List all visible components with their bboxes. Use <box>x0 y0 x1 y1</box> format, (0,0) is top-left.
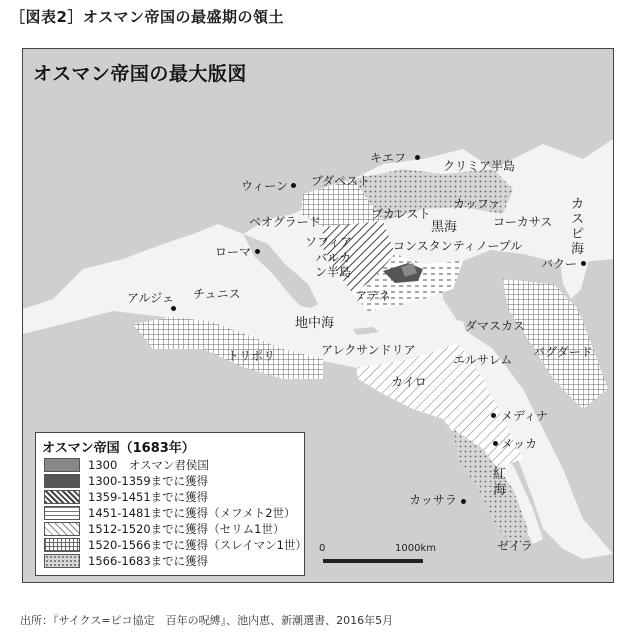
legend-swatch <box>44 522 80 536</box>
label-caspian-sea: カスピ海 <box>571 197 585 257</box>
label-athens: アテネ <box>355 289 391 303</box>
label-kaffa: カッファ <box>453 197 501 211</box>
label-jerusalem: エルサレム <box>453 353 513 367</box>
city-dot-kassala <box>461 499 466 504</box>
label-mecca: メッカ <box>501 437 538 451</box>
label-kassala: カッサラ <box>409 493 457 507</box>
legend-label: 1512-1520までに獲得（セリム1世） <box>88 521 285 536</box>
label-algiers: アルジェ <box>127 291 174 305</box>
city-dot-medina <box>491 413 496 418</box>
legend-swatch <box>44 538 80 552</box>
scale-end: 1000km <box>395 543 436 554</box>
city-dot-rome <box>255 249 260 254</box>
label-belgrade: ベオグラード <box>249 215 321 229</box>
legend-item <box>44 537 307 552</box>
city-dot-mecca <box>493 441 498 446</box>
legend-item <box>44 505 296 520</box>
label-damascus: ダマスカス <box>465 319 526 333</box>
city-dot-kiev <box>415 155 420 160</box>
scale-bar <box>315 539 436 569</box>
label-caucasus: コーカサス <box>493 215 553 229</box>
city-dot-vienna <box>291 183 296 188</box>
legend-item <box>44 457 209 472</box>
legend-item <box>44 489 208 504</box>
legend-swatch <box>44 506 80 520</box>
legend-label: 1451-1481までに獲得（メフメト2世） <box>88 505 296 520</box>
label-zeila: ゼイラ <box>497 539 533 553</box>
legend-item <box>44 473 208 488</box>
legend-title: オスマン帝国（1683年） <box>42 441 195 456</box>
label-vienna: ウィーン <box>241 179 289 193</box>
source-credit: 出所：『サイクス=ピコ協定 百年の呪縛』、池内恵、新潮選書、2016年5月 <box>20 614 394 627</box>
legend-label: 1520-1566までに獲得（スレイマン1世） <box>88 537 307 552</box>
label-mediterranean: 地中海 <box>295 316 335 331</box>
label-balkan: バルカン半島 <box>315 251 352 279</box>
legend-swatch <box>44 458 80 472</box>
label-medina: メディナ <box>501 409 549 423</box>
label-rome: ローマ <box>215 245 252 259</box>
label-baghdad: バグダード <box>533 345 593 359</box>
label-baku: バクー <box>541 257 578 271</box>
legend-label: 1300 オスマン君侯国 <box>88 457 209 472</box>
label-kiev: キエフ <box>370 151 407 165</box>
label-budapest: ブダペスト <box>311 174 371 188</box>
label-bucharest: ブカレスト <box>371 207 431 221</box>
label-tripoli: トリポリ <box>227 349 276 363</box>
label-alexandria: アレクサンドリア <box>321 343 416 357</box>
legend-swatch <box>44 490 80 504</box>
city-dot-algiers <box>171 306 176 311</box>
legend-item <box>44 521 285 536</box>
label-red-sea: 紅海 <box>493 467 507 498</box>
label-cairo: カイロ <box>391 375 427 389</box>
label-constantinople: コンスタンティノープル <box>393 239 523 253</box>
legend-label: 1359-1451までに獲得 <box>88 489 209 504</box>
label-black-sea: 黒海 <box>431 220 458 235</box>
legend <box>35 432 305 576</box>
scale-start: 0 <box>319 543 326 554</box>
legend-swatch <box>44 554 80 568</box>
map-title: オスマン帝国の最大版図 <box>33 63 247 85</box>
legend-label: 1300-1359までに獲得 <box>88 473 209 488</box>
label-tunis: チュニス <box>193 287 241 301</box>
figure-title: ［図表2］オスマン帝国の最盛期の領土 <box>10 8 284 26</box>
scale-line <box>323 559 423 563</box>
legend-swatch <box>44 474 80 488</box>
map <box>22 48 614 583</box>
legend-label: 1566-1683までに獲得 <box>88 553 209 568</box>
label-crimea: クリミア半島 <box>443 159 516 173</box>
city-dot-baku <box>581 261 586 266</box>
legend-item <box>44 553 208 568</box>
label-sofia: ソフィア <box>305 235 353 249</box>
